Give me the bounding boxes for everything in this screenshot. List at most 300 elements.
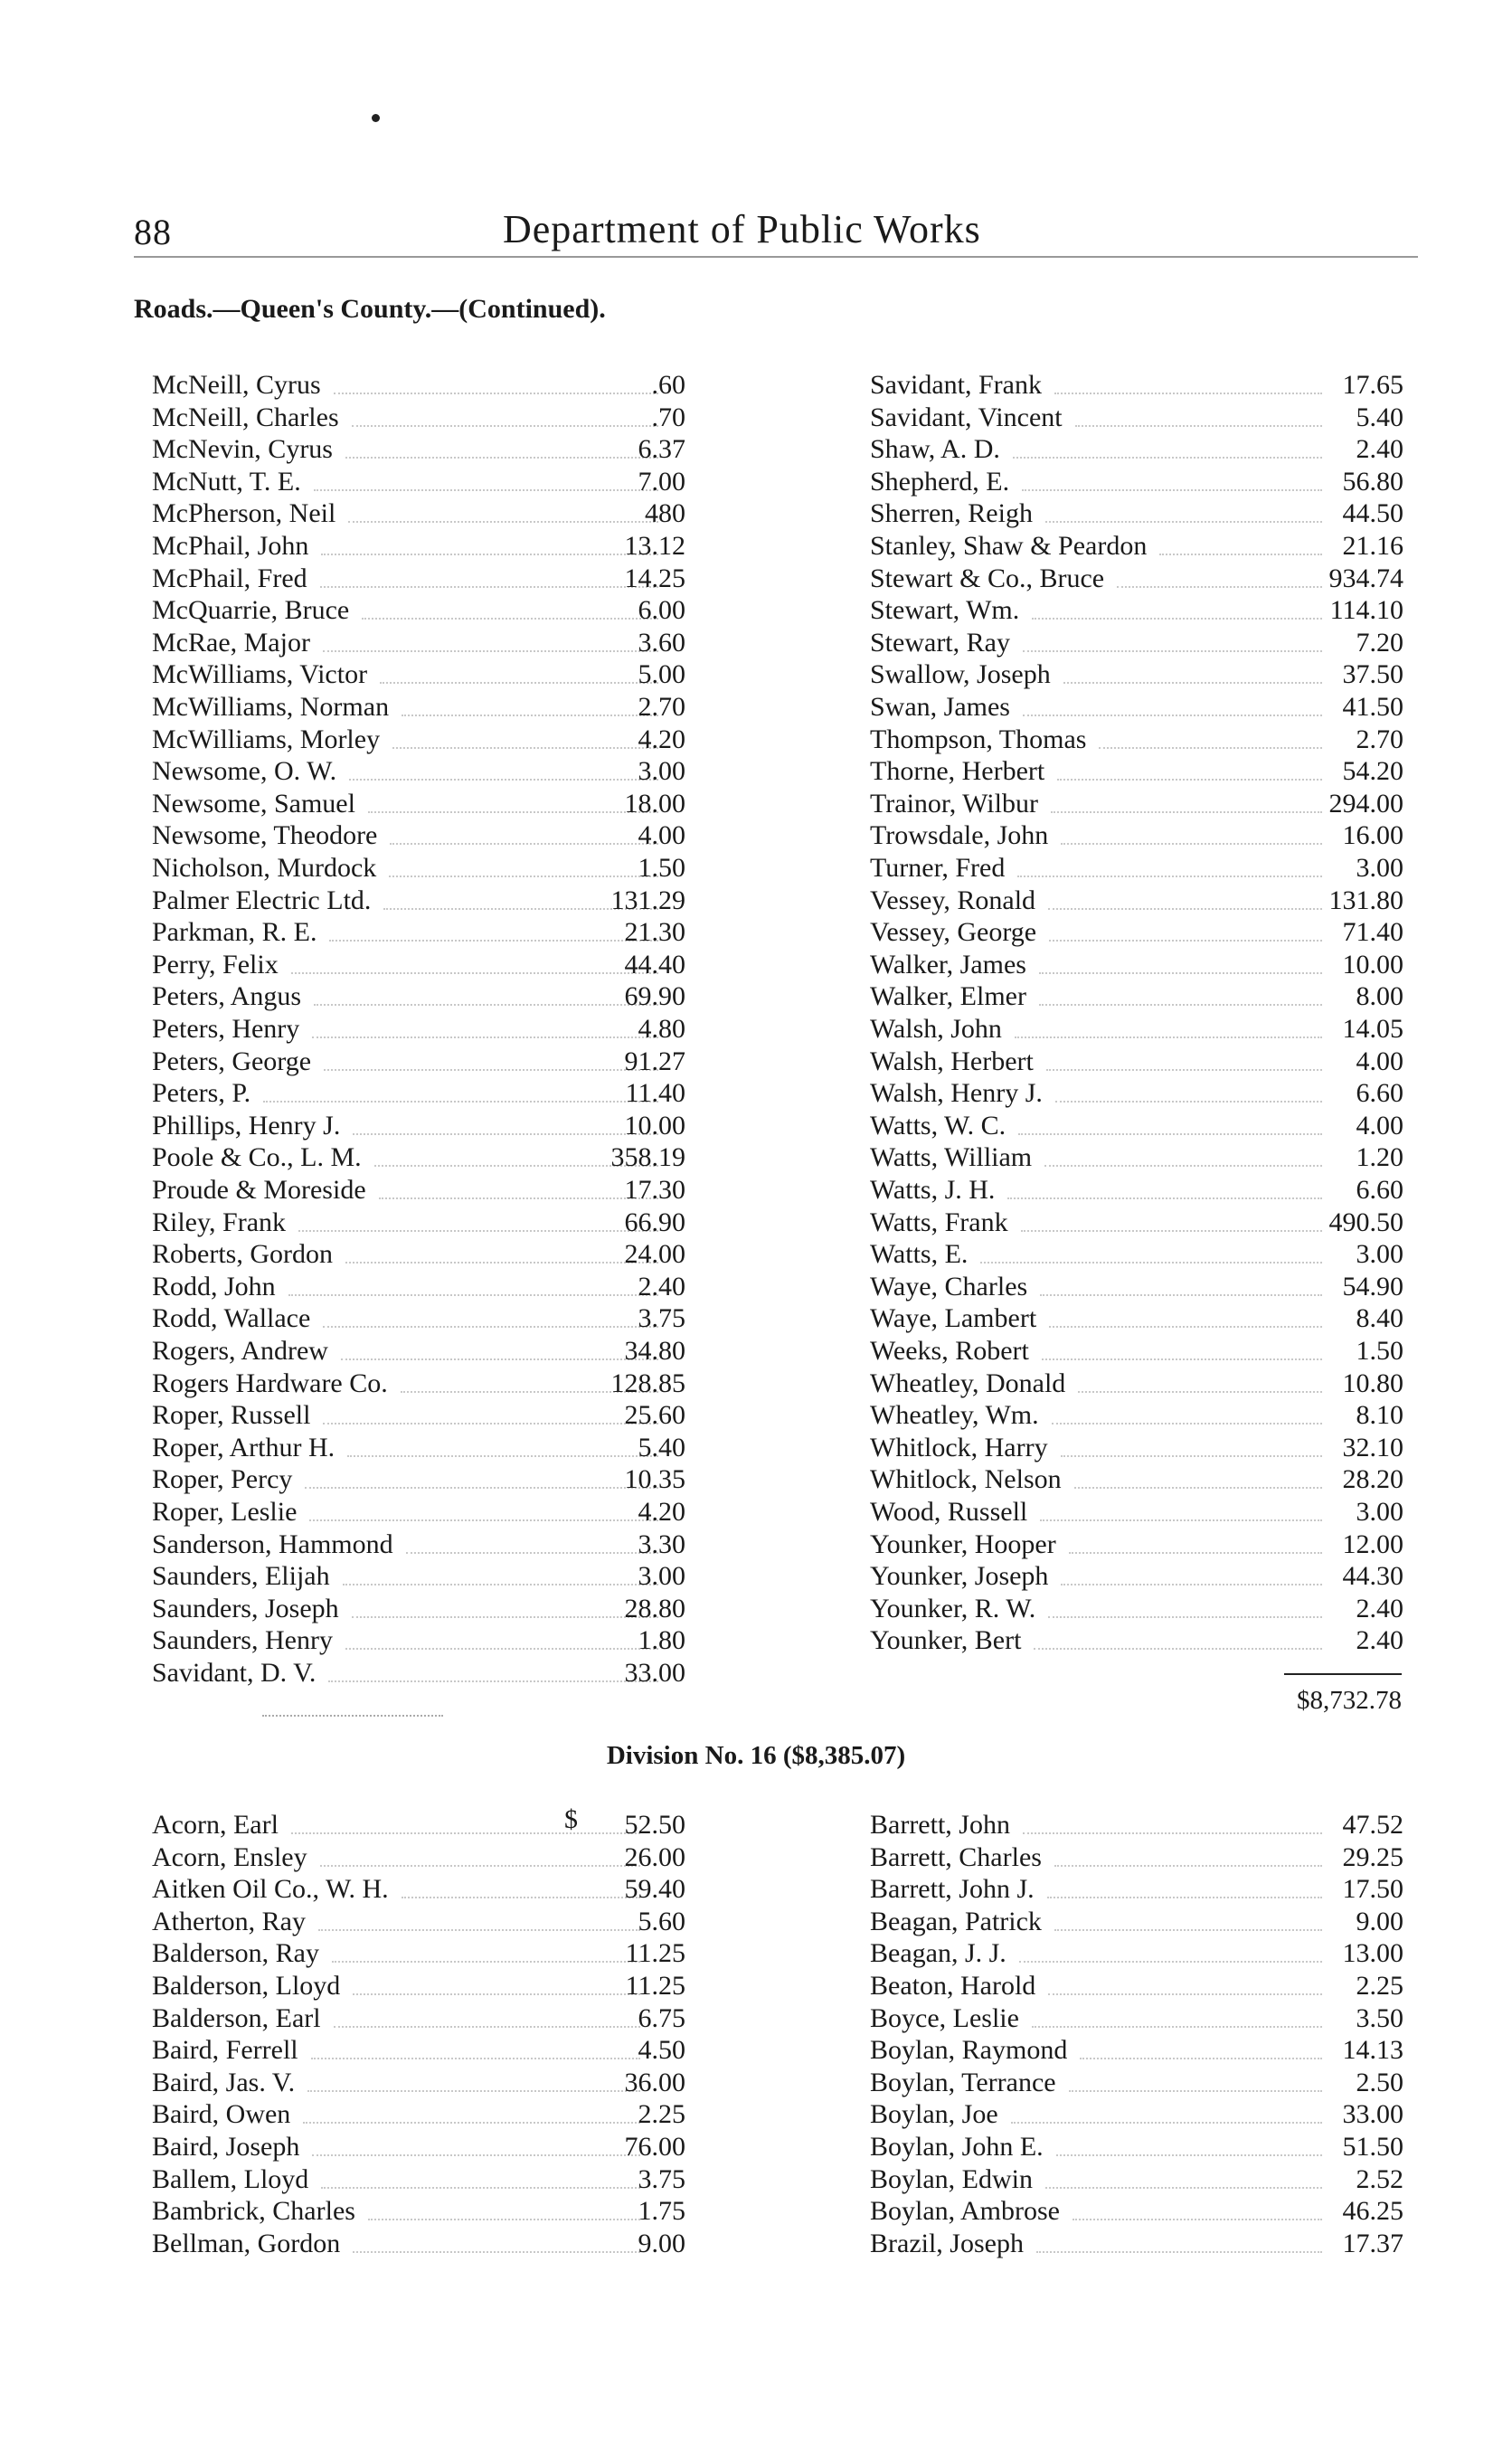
list-item xyxy=(870,1593,1403,1625)
list-item xyxy=(870,1432,1403,1464)
dot-leader xyxy=(1056,2154,1322,2156)
dot-leader xyxy=(345,1262,658,1264)
amount: 358.19 xyxy=(610,1142,685,1173)
division-heading: Division No. 16 ($8,385.07) xyxy=(606,1741,906,1770)
list-item xyxy=(870,1624,1403,1657)
dot-leader xyxy=(1019,1961,1322,1963)
amount: 29.25 xyxy=(1342,1841,1403,1872)
payee-name: Sanderson, Hammond xyxy=(152,1529,393,1559)
payee-name: Boyce, Leslie xyxy=(870,2002,1019,2033)
list-item xyxy=(870,1906,1403,1938)
list-item xyxy=(870,2067,1403,2099)
amount: 1.50 xyxy=(638,853,685,883)
payee-name: Wheatley, Donald xyxy=(870,1368,1066,1398)
list-item xyxy=(870,1302,1403,1335)
list-item xyxy=(870,1970,1403,2002)
amount: 9.00 xyxy=(638,2228,685,2258)
dot-leader xyxy=(1045,2187,1322,2189)
amount: 3.50 xyxy=(1356,2002,1403,2033)
amount: 51.50 xyxy=(1342,2132,1403,2162)
payee-name: Newsome, Samuel xyxy=(152,788,355,819)
dot-leader xyxy=(311,2058,640,2059)
list-item xyxy=(870,755,1403,788)
dot-leader xyxy=(1069,1552,1322,1554)
payee-name: McNutt, T. E. xyxy=(152,466,301,497)
payee-name: Sherren, Reigh xyxy=(870,498,1033,529)
amount: 10.35 xyxy=(624,1464,685,1495)
dot-leader xyxy=(406,1552,658,1554)
dot-leader xyxy=(329,940,658,942)
list-item xyxy=(870,1174,1403,1207)
dot-leader xyxy=(334,2026,640,2028)
dot-leader xyxy=(380,682,658,684)
payee-name: Stewart, Wm. xyxy=(870,595,1020,626)
dot-leader xyxy=(320,1865,640,1867)
amount: 17.30 xyxy=(624,1175,685,1205)
amount: 4.00 xyxy=(1356,1046,1403,1076)
dot-leader xyxy=(334,393,658,394)
dot-leader xyxy=(1039,972,1322,974)
list-item xyxy=(870,1841,1403,1874)
dot-leader xyxy=(352,425,658,427)
dot-leader xyxy=(1049,1326,1322,1328)
payee-name: Poole & Co., L. M. xyxy=(152,1142,362,1173)
payee-name: Boylan, Terrance xyxy=(870,2067,1056,2097)
list-item xyxy=(152,1046,685,1078)
amount: 1.75 xyxy=(638,2196,685,2227)
amount: 37.50 xyxy=(1342,659,1403,690)
list-item xyxy=(152,1657,685,1690)
dot-leader xyxy=(353,1133,658,1135)
payee-name: Roper, Russell xyxy=(152,1400,311,1431)
dot-leader xyxy=(402,1897,640,1898)
list-item xyxy=(152,497,685,530)
dot-leader xyxy=(347,1455,658,1457)
dot-leader xyxy=(1011,2122,1322,2124)
payee-name: Balderson, Lloyd xyxy=(152,1971,341,2001)
dot-leader xyxy=(314,489,658,491)
amount: 3.75 xyxy=(638,1303,685,1334)
list-item xyxy=(870,852,1403,885)
amount: 2.70 xyxy=(638,692,685,722)
payee-name: Baird, Jas. V. xyxy=(152,2067,296,2097)
dot-leader xyxy=(1055,1101,1322,1103)
payee-name: McNeill, Cyrus xyxy=(152,370,321,400)
print-smudge xyxy=(262,1715,443,1717)
list-item xyxy=(870,980,1403,1013)
payee-name: Parkman, R. E. xyxy=(152,917,317,948)
dot-leader xyxy=(348,521,658,523)
list-item xyxy=(152,916,685,949)
dot-leader xyxy=(1013,457,1322,459)
amount: 3.00 xyxy=(1356,1239,1403,1270)
list-item xyxy=(152,402,685,434)
payee-name: McWilliams, Norman xyxy=(152,692,390,722)
list-item xyxy=(870,402,1403,434)
dot-leader xyxy=(1048,1993,1322,1995)
list-item xyxy=(152,1368,685,1400)
dot-leader xyxy=(1054,393,1322,394)
dot-leader xyxy=(1051,811,1322,813)
list-item xyxy=(152,1624,685,1657)
list-item xyxy=(870,916,1403,949)
list-item xyxy=(870,1809,1403,1841)
dollar-sign: $ xyxy=(564,1804,578,1834)
payee-name: Beaton, Harold xyxy=(870,1971,1036,2001)
payee-name: Ballem, Lloyd xyxy=(152,2163,309,2194)
payee-name: Baird, Owen xyxy=(152,2099,291,2130)
list-item xyxy=(870,1110,1403,1142)
dot-leader xyxy=(320,586,658,588)
dot-leader xyxy=(305,1487,658,1489)
payee-name: Vessey, George xyxy=(870,917,1037,948)
dot-leader xyxy=(1061,1455,1322,1457)
list-item xyxy=(870,1238,1403,1271)
payee-name: Turner, Fred xyxy=(870,853,1006,883)
list-item xyxy=(152,2034,685,2067)
amount: 934.74 xyxy=(1328,563,1403,593)
amount: 490.50 xyxy=(1328,1207,1403,1237)
dot-leader xyxy=(1052,1423,1322,1424)
dot-leader xyxy=(288,1294,658,1296)
amount: 10.00 xyxy=(1342,949,1403,980)
list-item xyxy=(152,1141,685,1174)
amount: 6.60 xyxy=(1356,1175,1403,1205)
payee-name: Baird, Ferrell xyxy=(152,2035,298,2066)
payee-name: Boylan, Raymond xyxy=(870,2035,1068,2066)
list-item xyxy=(870,1399,1403,1432)
list-item xyxy=(870,627,1403,659)
amount: 10.80 xyxy=(1342,1368,1403,1398)
amount: 26.00 xyxy=(624,1841,685,1872)
list-item xyxy=(870,433,1403,466)
payee-name: Stewart & Co., Bruce xyxy=(870,563,1105,593)
total-rule xyxy=(1284,1673,1402,1675)
payee-name: Walsh, Henry J. xyxy=(870,1078,1043,1109)
payee-name: Walsh, John xyxy=(870,1014,1002,1044)
list-item xyxy=(152,658,685,691)
payee-name: Watts, Frank xyxy=(870,1207,1008,1237)
dot-leader xyxy=(389,876,658,877)
amount: 33.00 xyxy=(624,1658,685,1688)
list-item xyxy=(870,2131,1403,2163)
list-item xyxy=(152,2228,685,2260)
dot-leader xyxy=(1036,2251,1322,2253)
list-item xyxy=(870,1077,1403,1110)
amount: 17.37 xyxy=(1342,2228,1403,2258)
amount: 1.50 xyxy=(1356,1336,1403,1366)
list-item xyxy=(152,1207,685,1239)
payee-name: Boylan, Joe xyxy=(870,2099,998,2130)
payee-name: Savidant, Vincent xyxy=(870,402,1063,432)
list-item xyxy=(152,1399,685,1432)
dot-leader xyxy=(1015,1036,1322,1038)
amount: 5.00 xyxy=(638,659,685,690)
dot-leader xyxy=(1074,1487,1322,1489)
section-heading: Roads.—Queen's County.—(Continued). xyxy=(134,294,606,324)
dot-leader xyxy=(1099,747,1322,749)
list-item xyxy=(152,1560,685,1593)
list-item xyxy=(870,1560,1403,1593)
dot-leader xyxy=(1007,1197,1322,1199)
amount: 480 xyxy=(645,498,685,529)
dot-leader xyxy=(323,1423,658,1424)
amount: 76.00 xyxy=(624,2132,685,2162)
amount: 44.40 xyxy=(624,949,685,980)
dot-leader xyxy=(1018,1133,1322,1135)
amount: 4.20 xyxy=(638,724,685,754)
amount: 2.25 xyxy=(638,2099,685,2130)
payee-name: Watts, J. H. xyxy=(870,1175,996,1205)
list-item xyxy=(152,1174,685,1207)
dot-leader xyxy=(1023,650,1322,652)
payee-name: Vessey, Ronald xyxy=(870,885,1036,915)
list-item xyxy=(152,1013,685,1046)
list-item xyxy=(152,433,685,466)
payee-name: Walsh, Herbert xyxy=(870,1046,1034,1076)
payee-name: Perry, Felix xyxy=(152,949,279,980)
payee-name: Barrett, Charles xyxy=(870,1841,1042,1872)
payee-name: Shepherd, E. xyxy=(870,466,1010,497)
amount: 2.40 xyxy=(1356,1593,1403,1623)
dot-leader xyxy=(1046,1069,1322,1071)
list-item xyxy=(152,1335,685,1368)
amount: 2.50 xyxy=(1356,2067,1403,2097)
amount: 14.25 xyxy=(624,563,685,593)
payee-name: Younker, Bert xyxy=(870,1625,1022,1656)
amount: 5.60 xyxy=(638,1906,685,1936)
payee-name: Barrett, John J. xyxy=(870,1874,1035,1905)
dot-leader xyxy=(1054,1865,1322,1867)
amount: 34.80 xyxy=(624,1336,685,1366)
page-title: Department of Public Works xyxy=(503,207,981,251)
list-item xyxy=(870,594,1403,627)
amount: 5.40 xyxy=(1356,402,1403,432)
dot-leader xyxy=(332,1961,640,1963)
list-item xyxy=(152,788,685,820)
dot-leader xyxy=(291,972,658,974)
list-item xyxy=(152,1529,685,1561)
list-item xyxy=(152,2098,685,2131)
dot-leader xyxy=(343,1584,658,1585)
payee-name: Brazil, Joseph xyxy=(870,2228,1024,2258)
payee-name: Trowsdale, John xyxy=(870,820,1049,851)
dot-leader xyxy=(1073,2219,1322,2220)
dot-leader xyxy=(341,1358,658,1360)
dot-leader xyxy=(368,811,658,813)
dot-leader xyxy=(349,779,658,781)
dot-leader xyxy=(1061,843,1322,845)
payee-name: Aitken Oil Co., W. H. xyxy=(152,1874,389,1905)
list-item xyxy=(870,1335,1403,1368)
amount: 33.00 xyxy=(1342,2099,1403,2130)
amount: 3.00 xyxy=(638,756,685,787)
amount: 47.52 xyxy=(1342,1810,1403,1840)
payee-name: Younker, R. W. xyxy=(870,1593,1036,1623)
dot-leader xyxy=(323,650,658,652)
dot-leader xyxy=(1022,489,1322,491)
dot-leader xyxy=(324,1069,658,1071)
amount: 17.65 xyxy=(1342,370,1403,400)
dot-leader xyxy=(1063,682,1322,684)
payee-name: Peters, George xyxy=(152,1046,312,1076)
payee-name: Saunders, Joseph xyxy=(152,1593,339,1623)
payee-name: Acorn, Ensley xyxy=(152,1841,307,1872)
dot-leader xyxy=(1061,1584,1322,1585)
payee-name: Swallow, Joseph xyxy=(870,659,1051,690)
dot-leader xyxy=(353,1993,640,1995)
amount: 14.13 xyxy=(1342,2035,1403,2066)
list-item xyxy=(152,2195,685,2228)
payee-name: Roper, Arthur H. xyxy=(152,1432,335,1462)
dot-leader xyxy=(368,2219,640,2220)
payee-name: Watts, E. xyxy=(870,1239,969,1270)
list-item xyxy=(152,755,685,788)
payee-name: McWilliams, Morley xyxy=(152,724,381,754)
amount: 32.10 xyxy=(1342,1432,1403,1462)
list-item xyxy=(870,885,1403,917)
amount: 59.40 xyxy=(624,1874,685,1905)
payee-name: Watts, William xyxy=(870,1142,1033,1173)
dot-leader xyxy=(314,1004,658,1006)
payee-name: McWilliams, Victor xyxy=(152,659,368,690)
payee-name: McPherson, Neil xyxy=(152,498,336,529)
dot-leader xyxy=(1078,1391,1322,1393)
dot-leader xyxy=(312,2154,640,2156)
dot-leader xyxy=(1117,586,1322,588)
list-item xyxy=(152,819,685,852)
amount: 6.75 xyxy=(638,2002,685,2033)
dot-leader xyxy=(345,1648,658,1650)
amount: 3.75 xyxy=(638,2163,685,2194)
payee-name: Waye, Charles xyxy=(870,1271,1028,1301)
payee-name: McPhail, John xyxy=(152,531,309,561)
dot-leader xyxy=(318,1929,640,1931)
list-item xyxy=(870,1873,1403,1906)
payee-name: Wheatley, Wm. xyxy=(870,1400,1039,1431)
payee-name: Younker, Hooper xyxy=(870,1529,1056,1559)
amount: 2.52 xyxy=(1356,2163,1403,2194)
payee-name: Baird, Joseph xyxy=(152,2132,300,2162)
list-item xyxy=(152,627,685,659)
payee-name: Beagan, Patrick xyxy=(870,1906,1042,1936)
list-item xyxy=(870,1141,1403,1174)
list-item xyxy=(152,949,685,981)
amount: 25.60 xyxy=(624,1400,685,1431)
payee-name: McRae, Major xyxy=(152,627,310,658)
payee-name: Rodd, Wallace xyxy=(152,1303,311,1334)
dot-leader xyxy=(291,1832,640,1834)
amount: 21.30 xyxy=(624,917,685,948)
dot-leader xyxy=(345,457,658,459)
list-item xyxy=(152,1432,685,1464)
list-item xyxy=(152,1496,685,1529)
payee-name: Wood, Russell xyxy=(870,1497,1028,1527)
dot-leader xyxy=(353,2251,640,2253)
amount: 17.50 xyxy=(1342,1874,1403,1905)
amount: 36.00 xyxy=(624,2067,685,2097)
dot-leader xyxy=(307,2090,640,2092)
amount: 3.00 xyxy=(1356,853,1403,883)
upper-total: $8,732.78 xyxy=(1297,1686,1402,1715)
dot-leader xyxy=(1032,618,1322,620)
list-item xyxy=(870,530,1403,563)
list-item xyxy=(870,1463,1403,1496)
dot-leader xyxy=(1040,1519,1322,1521)
list-item xyxy=(152,2002,685,2035)
payee-name: Watts, W. C. xyxy=(870,1110,1006,1141)
list-item xyxy=(152,1302,685,1335)
dot-leader xyxy=(1034,1648,1322,1650)
amount: 54.20 xyxy=(1342,756,1403,787)
payee-name: Boylan, Ambrose xyxy=(870,2196,1060,2227)
dot-leader xyxy=(1045,521,1322,523)
list-item xyxy=(152,1463,685,1496)
payee-name: Acorn, Earl xyxy=(152,1810,279,1840)
payee-name: Waye, Lambert xyxy=(870,1303,1037,1334)
dot-leader xyxy=(1054,1929,1322,1931)
payee-name: Proude & Moreside xyxy=(152,1175,366,1205)
payee-name: Stewart, Ray xyxy=(870,627,1010,658)
dot-leader xyxy=(312,1036,658,1038)
list-item xyxy=(870,2228,1403,2260)
dot-leader xyxy=(352,1616,658,1618)
payee-name: Balderson, Earl xyxy=(152,2002,321,2033)
amount: 56.80 xyxy=(1342,466,1403,497)
amount: 4.50 xyxy=(638,2035,685,2066)
amount: 13.00 xyxy=(1342,1938,1403,1969)
amount: 2.40 xyxy=(1356,434,1403,465)
amount: 12.00 xyxy=(1342,1529,1403,1559)
amount: 4.20 xyxy=(638,1497,685,1527)
payee-name: Saunders, Elijah xyxy=(152,1561,330,1592)
payee-name: Younker, Joseph xyxy=(870,1561,1049,1592)
payee-name: Saunders, Henry xyxy=(152,1625,333,1656)
amount: .60 xyxy=(651,370,685,400)
payee-name: Weeks, Robert xyxy=(870,1336,1029,1366)
amount: 11.25 xyxy=(625,1971,685,2001)
dot-leader xyxy=(1049,940,1322,942)
payee-name: Balderson, Ray xyxy=(152,1938,319,1969)
amount: 44.50 xyxy=(1342,498,1403,529)
dot-leader xyxy=(1032,2026,1322,2028)
amount: 3.30 xyxy=(638,1529,685,1559)
payee-name: Phillips, Henry J. xyxy=(152,1110,341,1141)
payee-name: Palmer Electric Ltd. xyxy=(152,885,372,915)
amount: 2.70 xyxy=(1356,724,1403,754)
list-item xyxy=(870,724,1403,756)
dot-leader xyxy=(321,554,658,555)
dot-leader xyxy=(298,1230,658,1232)
payee-name: Bellman, Gordon xyxy=(152,2228,341,2258)
dot-leader xyxy=(390,843,658,845)
amount: 4.00 xyxy=(638,820,685,851)
amount: 1.20 xyxy=(1356,1142,1403,1173)
amount: 1.80 xyxy=(638,1625,685,1656)
list-item xyxy=(870,1271,1403,1303)
dot-leader xyxy=(1023,1832,1322,1834)
amount: 24.00 xyxy=(624,1239,685,1270)
amount: 44.30 xyxy=(1342,1561,1403,1592)
amount: 69.90 xyxy=(624,981,685,1012)
list-item xyxy=(870,691,1403,724)
payee-name: Savidant, D. V. xyxy=(152,1658,317,1688)
dot-leader xyxy=(1017,876,1322,877)
dot-leader xyxy=(1047,1897,1322,1898)
header-rule xyxy=(134,256,1418,258)
list-item xyxy=(152,466,685,498)
amount: 5.40 xyxy=(638,1432,685,1462)
